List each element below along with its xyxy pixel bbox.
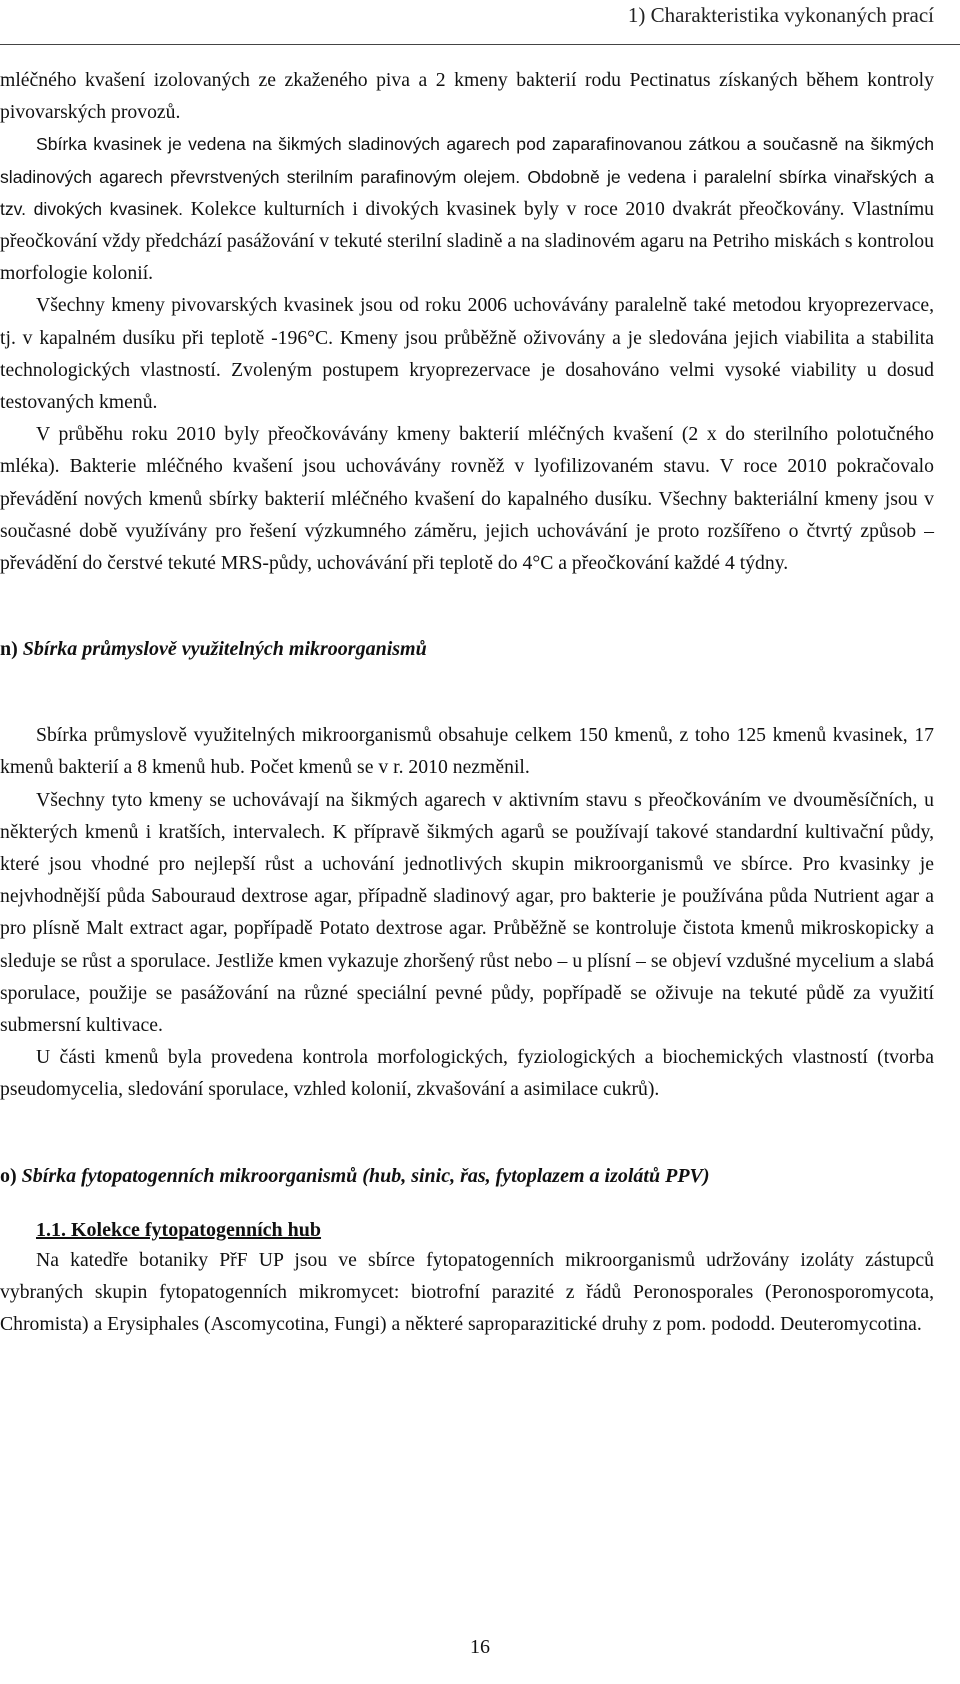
page-content	[0, 64, 934, 1340]
subheading-1-1: 1.1. Kolekce fytopatogenních hub	[36, 1218, 322, 1241]
section-heading-n	[0, 633, 934, 665]
paragraph-m-4: V průběhu roku 2010 byly přeočkovávány kmeny bakterií mléčných kvašení (2 x do sterilního polotučného mléka). Bakterie mléčného kvašení jsou uchovávány rovněž v lyofilizovaném stavu. V roce 2010 pokračovalo převádění nových kmenů sbírky bakterií mléčného kvašení do kapalného dusíku. Všechny bakteriální kmeny jsou v současné době využívány pro řešení výzkumného záměru, jejich uchovávání je proto rozšířeno o čtvrtý způsob – převádění do čerstvé tekuté MRS-půdy, uchovávání při teplotě do 4°C a přeočkování každé 4 týdny.	[0, 423, 934, 575]
paragraph-o-1: Na katedře botaniky PřF UP jsou ve sbírce fytopatogenních mikroorganismů udržovány izoláty zástupců vybraných skupin fytopatogenních mikromycet: biotrofní parazité z řádů Peronosporales (Peronosporomycota, Chromista) a Erysiphales (Ascomycotina, Fungi) a některé saproparazitické druhy z pom. pododd. Deuteromycotina.	[0, 1248, 934, 1336]
subsection-gap	[0, 1192, 934, 1216]
paragraph-m-2-part-3: Vlastnímu přeočkování vždy předchází pasážování v tekuté sterilní sladině a na sladinovém agaru na Petriho miskách s kontrolou morfologie kolonií.	[0, 197, 934, 285]
section-gap	[0, 579, 934, 633]
section-letter-n: n)	[0, 638, 18, 661]
page-number: 16	[470, 1636, 490, 1658]
paragraph-n-3: U části kmenů byla provedena kontrola morfologických, fyziologických a biochemických vlastností (tvorba pseudomycelia, sledování sporulace, vzhled kolonií, zkvašování a asimilace cukrů).	[0, 1046, 934, 1101]
paragraph-m-3: Všechny kmeny pivovarských kvasinek jsou od roku 2006 uchovávány paralelně také metodou kryoprezervace, tj. v kapalném dusíku při teplotě -196°C. Kmeny jsou průběžně oživovány a je sledována jejich viabilita a stabilita technologických vlastností. Zvoleným postupem kryoprezervace je dosahováno velmi vysoké viability u dosud testovaných kmenů.	[0, 294, 934, 414]
section-gap	[0, 1106, 934, 1160]
paragraph-n-1: Sbírka průmyslově využitelných mikroorganismů obsahuje celkem 150 kmenů, z toho 125 kmenů kvasinek, 17 kmenů bakterií a 8 kmenů hub. Počet kmenů se v r. 2010 nezměnil.	[0, 724, 934, 779]
paragraph-m-2	[0, 128, 934, 289]
section-title-o: Sbírka fytopatogenních mikroorganismů (hub, sinic, řas, fytoplazem a izolátů PPV)	[21, 1164, 710, 1187]
section-title-n: Sbírka průmyslově využitelných mikroorganismů	[22, 638, 427, 661]
paragraph-m-2-part-1: Sbírka kvasinek je vedena na šikmých sladinových agarech pod zaparafinovanou zátkou a současně na šikmých sladinových agarech převrstvených sterilním parafinovým olejem. Obdobně je vedena i paralelní sbírka vinařských a tzv. divokých kvasinek.	[0, 134, 934, 219]
paragraph-n-2: Všechny tyto kmeny se uchovávají na šikmých agarech v aktivním stavu s přeočkováním ve dvouměsíčních, u některých kmenů i kratších, intervalech. K přípravě šikmých agarů se používají takové standardní kultivační půdy, které jsou vhodné pro nejlepší růst a uchování jednotlivých skupin mikroorganismů ve sbírce. Pro kvasinky je nejvhodnější půda Sabouraud dextrose agar, případně sladinový agar, pro bakterie je používána půda Nutrient agar a pro plísně Malt extract agar, popřípadě Potato dextrose agar. Průběžně se kontroluje čistota kmenů mikroskopicky a sleduje se růst a sporulace. Jestliže kmen vykazuje zhoršený růst nebo – u plísní – se objeví vzdušné mycelium a slabá sporulace, použije se pasážování na různé speciální pevné půdy, popřípadě se oživuje na tekuté půdě za využití submersní kultivace.	[0, 788, 934, 1037]
paragraph-m-2-part-2: Kolekce kulturních i divokých kvasinek byly v roce 2010 dvakrát přeočkovány.	[190, 197, 845, 220]
section-letter-o: o)	[0, 1164, 17, 1187]
section-heading-o	[0, 1160, 934, 1192]
running-header: 1) Charakteristika vykonaných prací	[627, 3, 934, 27]
header-rule	[0, 44, 960, 45]
section-gap	[0, 665, 934, 719]
paragraph-m-1: mléčného kvašení izolovaných ze zkaženého piva a 2 kmeny bakterií rodu Pectinatus získaných během kontroly pivovarských provozů.	[0, 69, 934, 124]
